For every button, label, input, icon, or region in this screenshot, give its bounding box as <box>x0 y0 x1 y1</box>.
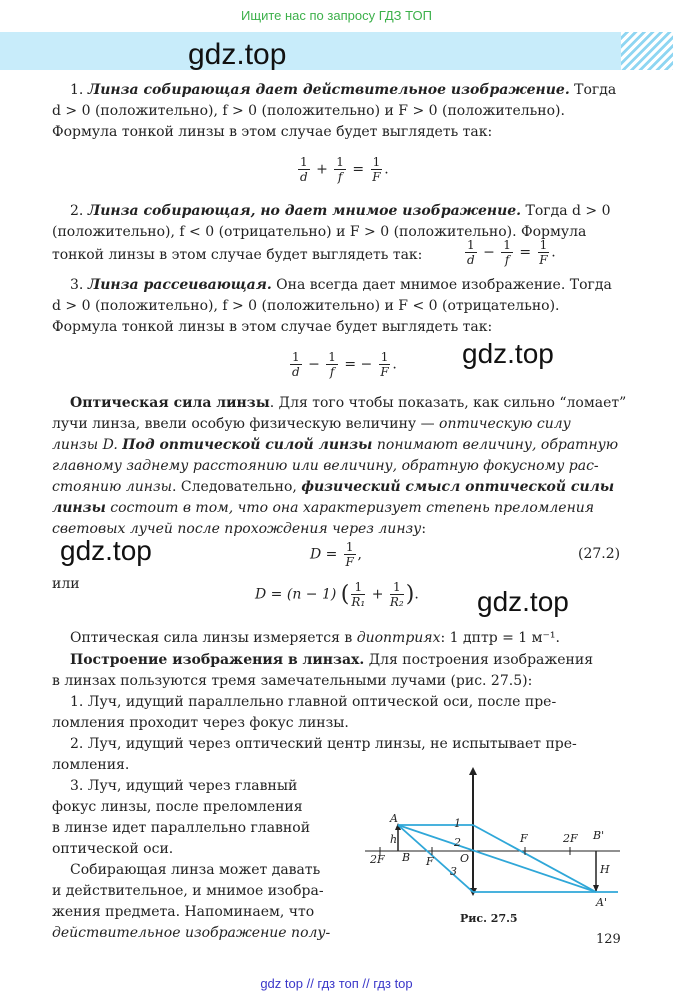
header-stripes <box>621 32 673 70</box>
ili-text: или <box>52 576 80 592</box>
label-B: B <box>402 851 411 864</box>
watermark-header: gdz.top <box>188 38 287 71</box>
figure-caption: Рис. 27.5 <box>460 912 518 925</box>
p4-line4: главному заднему расстоянию или величину, обратную фокусному рас- <box>52 458 599 474</box>
label-h: h <box>390 833 398 846</box>
p6-line1: Построение изображения в линзах. Для построения изображения <box>70 652 594 668</box>
label-A: A <box>390 812 398 825</box>
label-B-prime: B' <box>593 829 605 842</box>
lens-diagram-figure <box>360 765 625 910</box>
watermark: gdz.top <box>60 535 152 566</box>
ray-text: в линзе идет параллельно главной <box>52 820 311 836</box>
watermark: gdz.top <box>462 338 554 369</box>
p2-line2: (положительно), f < 0 (отрицательно) и F > 0 (положительно). Формула <box>52 224 587 240</box>
p4-line5: стоянию линзы. Следовательно, физический смысл оптической силы <box>52 479 615 495</box>
label-2F-left: 2F <box>370 853 385 866</box>
p3-line2: d > 0 (положительно), f > 0 (положительно) и F < 0 (отрицательно). <box>52 298 560 314</box>
label-ray-1: 1 <box>454 817 461 830</box>
ray-text: фокус линзы, после преломления <box>52 799 303 815</box>
ray-text: 1. Луч, идущий параллельно главной оптической оси, после пре- <box>70 694 557 710</box>
lens-arrow-top <box>469 767 477 775</box>
label-A-prime: A' <box>596 896 607 909</box>
formula-thin-lens-2: $\frac{1}{d}$ − $\frac{1}{f}$ = $\frac{1}{F}$ . <box>466 238 556 267</box>
p4-line2: лучи линза, ввели особую физическую величину — оптическую силу <box>52 416 571 432</box>
label-O: O <box>460 852 470 865</box>
formula-lensmaker: D = (n − 1) ( $\frac{1}{\text{R₁}}$ + $\frac{1}{\text{R₂}}$ ). <box>255 580 419 609</box>
p6-line2: в линзах пользуются тремя замечательными лучами (рис. 27.5): <box>52 673 533 689</box>
ray-text: и действительное, и мнимое изобра- <box>52 883 324 899</box>
label-2F-right: 2F <box>563 832 578 845</box>
formula-thin-lens-3: $\frac{1}{d}$ − $\frac{1}{f}$ = − $\frac{1}{F}$ . <box>291 350 397 379</box>
p2-line3: тонкой линзы в этом случае будет выглядеть так: <box>52 247 423 263</box>
label-ray-2: 2 <box>454 836 461 849</box>
header-bar <box>0 32 673 70</box>
ray-text: оптической оси. <box>52 841 174 857</box>
p3-line1: 3. Линза рассеивающая. Она всегда дает мнимое изображение. Тогда <box>70 277 612 293</box>
ray-text: жения предмета. Напоминаем, что <box>52 904 315 920</box>
formula-thin-lens-1: $\frac{1}{d}$ + $\frac{1}{f}$ = $\frac{1}{F}$ . <box>299 155 389 184</box>
p2-line1: 2. Линза собирающая, но дает мнимое изображение. Тогда d > 0 <box>70 203 611 219</box>
ray-text: 2. Луч, идущий через оптический центр линзы, не испытывает пре- <box>70 736 577 752</box>
formula-optical-power: D = $\frac{1}{F}$ , <box>310 540 362 569</box>
label-F-right: F <box>520 832 528 845</box>
p1-line2: d > 0 (положительно), f > 0 (положительно) и F > 0 (положительно). <box>52 103 565 119</box>
ray-text: Собирающая линза может давать <box>70 862 321 878</box>
p1-line1: 1. Линза собирающая дает действительное изображение. Тогда <box>70 82 617 98</box>
p1-line3: Формула тонкой линзы в этом случае будет выглядеть так: <box>52 124 493 140</box>
ray-text: ломления. <box>52 757 130 773</box>
equation-label: (27.2) <box>578 546 621 562</box>
top-banner[interactable]: Ищите нас по запросу ГДЗ ТОП <box>241 8 432 23</box>
p4-line3: линзы D. Под оптической силой линзы понимают величину, обратную <box>52 437 619 453</box>
ray-text: ломления проходит через фокус линзы. <box>52 715 349 731</box>
label-H: H <box>600 863 610 876</box>
ray-text: 3. Луч, идущий через главный <box>70 778 298 794</box>
footer-links[interactable]: gdz top // гдз топ // гдз top <box>260 976 413 991</box>
p4-line1: Оптическая сила линзы. Для того чтобы показать, как сильно “ломает” <box>70 395 627 411</box>
p4-line6: линзы состоит в том, что она характеризует степень преломления <box>52 500 595 516</box>
label-F-left: F <box>426 855 434 868</box>
watermark: gdz.top <box>477 586 569 617</box>
p5-line: Оптическая сила линзы измеряется в диоптриях: 1 дптр = 1 м⁻¹. <box>70 630 560 646</box>
ray-text: действительное изображение полу- <box>52 925 331 941</box>
p3-line3: Формула тонкой линзы в этом случае будет выглядеть так: <box>52 319 493 335</box>
label-ray-3: 3 <box>450 865 457 878</box>
page-number: 129 <box>596 932 621 947</box>
p4-line7: световых лучей после прохождения через линзу: <box>52 521 427 537</box>
